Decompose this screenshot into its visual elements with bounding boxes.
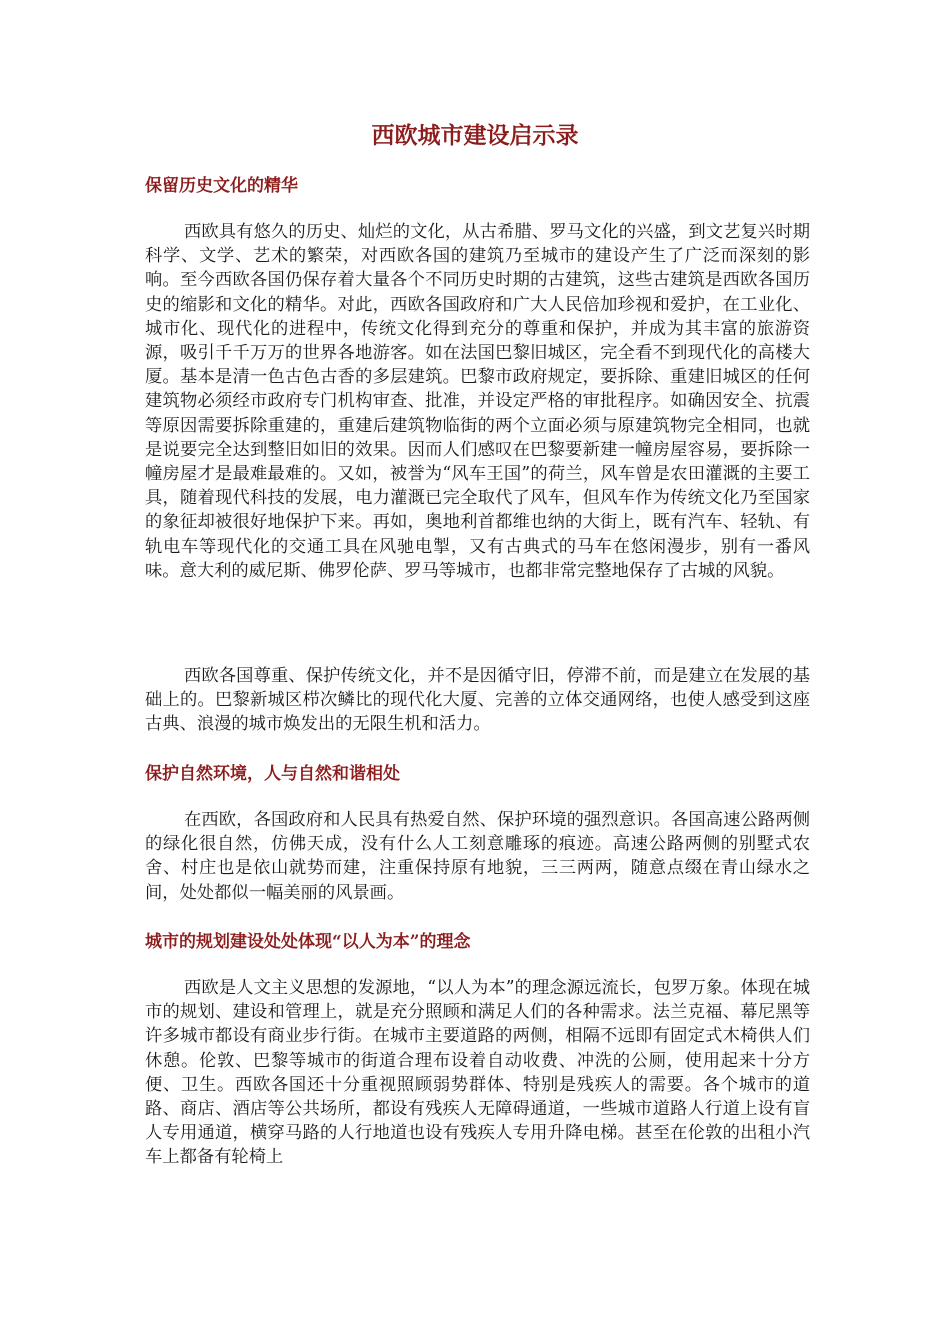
section-heading-heritage: 保留历史文化的精华 [145, 176, 298, 196]
paragraph-environment-1: 在西欧，各国政府和人民具有热爱自然、保护环境的强烈意识。各国高速公路两侧的绿化很自然，仿佛天成，没有什么人工刻意雕琢的痕迹。高速公路两侧的别墅式农舍、村庄也是依山就势而建，注重保持原有地貌，三三两两，随意点缀在青山绿水之间，处处都似一幅美丽的风景画。 [145, 810, 810, 903]
paragraph-heritage-1: 西欧具有悠久的历史、灿烂的文化，从古希腊、罗马文化的兴盛，到文艺复兴时期科学、文学、艺术的繁荣，对西欧各国的建筑乃至城市的建设产生了广泛而深刻的影响。至今西欧各国仍保存着大量各个不同历史时期的古建筑，这些古建筑是西欧各国历史的缩影和文化的精华。对此，西欧各国政府和广大人民倍加珍视和爱护，在工业化、城市化、现代化的进程中，传统文化得到充分的尊重和保护，并成为其丰富的旅游资源，吸引千千万万的世界各地游客。如在法国巴黎旧城区，完全看不到现代化的高楼大厦。基本是清一色古色古香的多层建筑。巴黎市政府规定，要拆除、重建旧城区的任何建筑物必须经市政府专门机构审查、批准，并设定严格的审批程序。如确因安全、抗震等原因需要拆除重建的，重建后建筑物临街的两个立面必须与原建筑物完全相同，也就是说要完全达到整旧如旧的效果。因而人们感叹在巴黎要新建一幢房屋容易，要拆除一幢房屋才是最难最难的。又如，被誉为“风车王国”的荷兰，风车曾是农田灌溉的主要工具，随着现代科技的发展，电力灌溉已完全取代了风车，但风车作为传统文化乃至国家的象征却被很好地保护下来。再如，奥地利首都维也纳的大街上，既有汽车、轻轨、有轨电车等现代化的交通工具在风驰电掣，又有古典式的马车在悠闲漫步，别有一番风味。意大利的威尼斯、佛罗伦萨、罗马等城市，也都非常完整地保存了古城的风貌。 [145, 222, 810, 581]
paragraph-people-oriented-1: 西欧是人文主义思想的发源地，“以人为本”的理念源远流长，包罗万象。体现在城市的规划、建设和管理上，就是充分照顾和满足人们的各种需求。法兰克福、幕尼黑等许多城市都设有商业步行街。在城市主要道路的两侧，相隔不远即有固定式木椅供人们休憩。伦敦、巴黎等城市的街道合理布设着自动收费、冲洗的公厕，使用起来十分方便、卫生。西欧各国还十分重视照顾弱势群体、特别是残疾人的需要。各个城市的道路、商店、酒店等公共场所，都设有残疾人无障碍通道，一些城市道路人行道上设有盲人专用通道，横穿马路的人行地道也设有残疾人专用升降电梯。甚至在伦敦的出租小汽车上都备有轮椅上 [145, 978, 810, 1168]
paragraph-heritage-2: 西欧各国尊重、保护传统文化，并不是因循守旧，停滞不前，而是建立在发展的基础上的。巴黎新城区栉次鳞比的现代化大厦、完善的立体交通网络，也使人感受到这座古典、浪漫的城市焕发出的无限生机和活力。 [145, 666, 810, 735]
section-heading-environment: 保护自然环境，人与自然和谐相处 [145, 764, 400, 784]
document-title: 西欧城市建设启示录 [371, 122, 579, 149]
section-heading-people-oriented: 城市的规划建设处处体现“以人为本”的理念 [145, 932, 471, 952]
